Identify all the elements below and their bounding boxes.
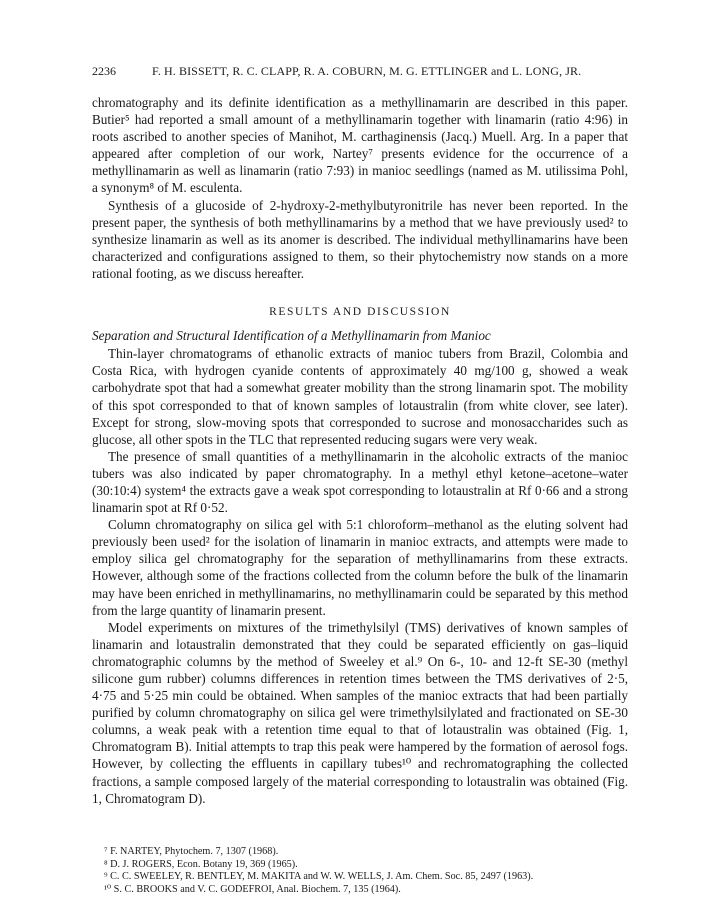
paragraph-tlc: Thin-layer chromatograms of ethanolic extracts of manioc tubers from Brazil, Colombia and Costa Rica, with hydrogen cyanide contents of approximately 40 mg/100 g, showed a weak carbohydrate spot that had a somewhat greater mobility than the strong linamarin spot. The mobility of this spot corresponded to that of known samples of lotaustralin (from white clover, see later). Except for strong, slow-moving spots that corresponded to sucrose and monosaccharides such as glucose, all other spots in the TLC that represented reducing sugars were very weak. xyxy=(92,346,628,447)
footnote-9: ⁹ C. C. SWEELEY, R. BENTLEY, M. MAKITA and W. W. WELLS, J. Am. Chem. Soc. 85, 2497 (1963). xyxy=(104,871,534,882)
section-heading: RESULTS AND DISCUSSION xyxy=(269,306,451,319)
page-header xyxy=(92,64,631,80)
footnote-7: ⁷ F. NARTEY, Phytochem. 7, 1307 (1968). xyxy=(104,846,279,857)
footnote-8: ⁸ D. J. ROGERS, Econ. Botany 19, 369 (1965). xyxy=(104,858,298,870)
paragraph-synthesis: Synthesis of a glucoside of 2-hydroxy-2-methylbutyronitrile has never been reported. In the present paper, the synthesis of both methyllinamarins by a method that we have previously used² to synthesize linamarin as well as its anomer is described. The individual methyllinamarins have been characterized and configurations assigned to them, so their phytochemistry now stands on a more rational footing, as we discuss hereafter. xyxy=(92,197,628,281)
running-head-authors: F. H. BISSETT, R. C. CLAPP, R. A. COBURN, M. G. ETTLINGER and L. LONG, JR. xyxy=(152,64,582,78)
footnotes xyxy=(104,846,624,896)
sub-heading: Separation and Structural Identification of a Methyllinamarin from Manioc xyxy=(92,328,491,344)
page-number: 2236 xyxy=(92,64,116,78)
article-body xyxy=(92,94,628,807)
paragraph-intro-continued: chromatography and its definite identification as a methyllinamarin are described in this paper. Butier⁵ had reported a small amount of a methyllinamarin together with linamarin (ratio 4:96) in roots ascribed to another species of Manihot, M. carthaginensis (Jacq.) Muell. Arg. In a paper that appeared after completion of our work, Nartey⁷ presents evidence for the occurrence of a methyllinamarin as well as linamarin (ratio 7:93) in manioc seedlings (named as M. utilissima Pohl, a synonym⁸ of M. esculenta. xyxy=(92,95,628,196)
paragraph-column-chromatography: Column chromatography on silica gel with 5:1 chloroform–methanol as the eluting solvent had previously been used² for the isolation of linamarin in manioc extracts, and attempts were made to employ silica gel chromatography for the separation of methyllinamarins from these extracts. However, although some of the fractions collected from the column before the bulk of the linamarin may have been enriched in methyllinamarins, no methyllinamarin could be separated by this method from the large quantity of linamarin present. xyxy=(92,517,628,618)
paragraph-paper-chromatography: The presence of small quantities of a methyllinamarin in the alcoholic extracts of the manioc tubers was also indicated by paper chromatography. In a methyl ethyl ketone–acetone–water (30:10:4) system⁴ the extracts gave a weak spot corresponding to lotaustralin at Rf 0·66 and a strong linamarin spot at Rf 0·52. xyxy=(92,448,628,516)
footnote-10: ¹⁰ S. C. BROOKS and V. C. GODEFROI, Anal. Biochem. 7, 135 (1964). xyxy=(104,883,401,895)
paragraph-glc: Model experiments on mixtures of the trimethylsilyl (TMS) derivatives of known samples of linamarin and lotaustralin demonstrated that they could be separated efficiently on gas–liquid chromatographic columns by the method of Sweeley et al.⁹ On 6-, 10- and 12-ft SE-30 (methyl silicone gum rubber) columns differences in retention times between the TMS derivatives of 2·5, 4·75 and 5·25 min could be obtained. When samples of the manioc extracts that had been partially purified by column chromatography on silica gel were trimethylsilylated and fractionated on SE-30 columns, a weak peak with a retention time equal to that of lotaustralin was obtained (Fig. 1, Chromatogram B). Initial attempts to trap this peak were hampered by the formation of aerosol fogs. However, by collecting the effluents in capillary tubes¹⁰ and rechromatographing the collected fractions, a sample composed largely of the material corresponding to lotaustralin was obtained (Fig. 1, Chromatogram D). xyxy=(92,619,628,806)
